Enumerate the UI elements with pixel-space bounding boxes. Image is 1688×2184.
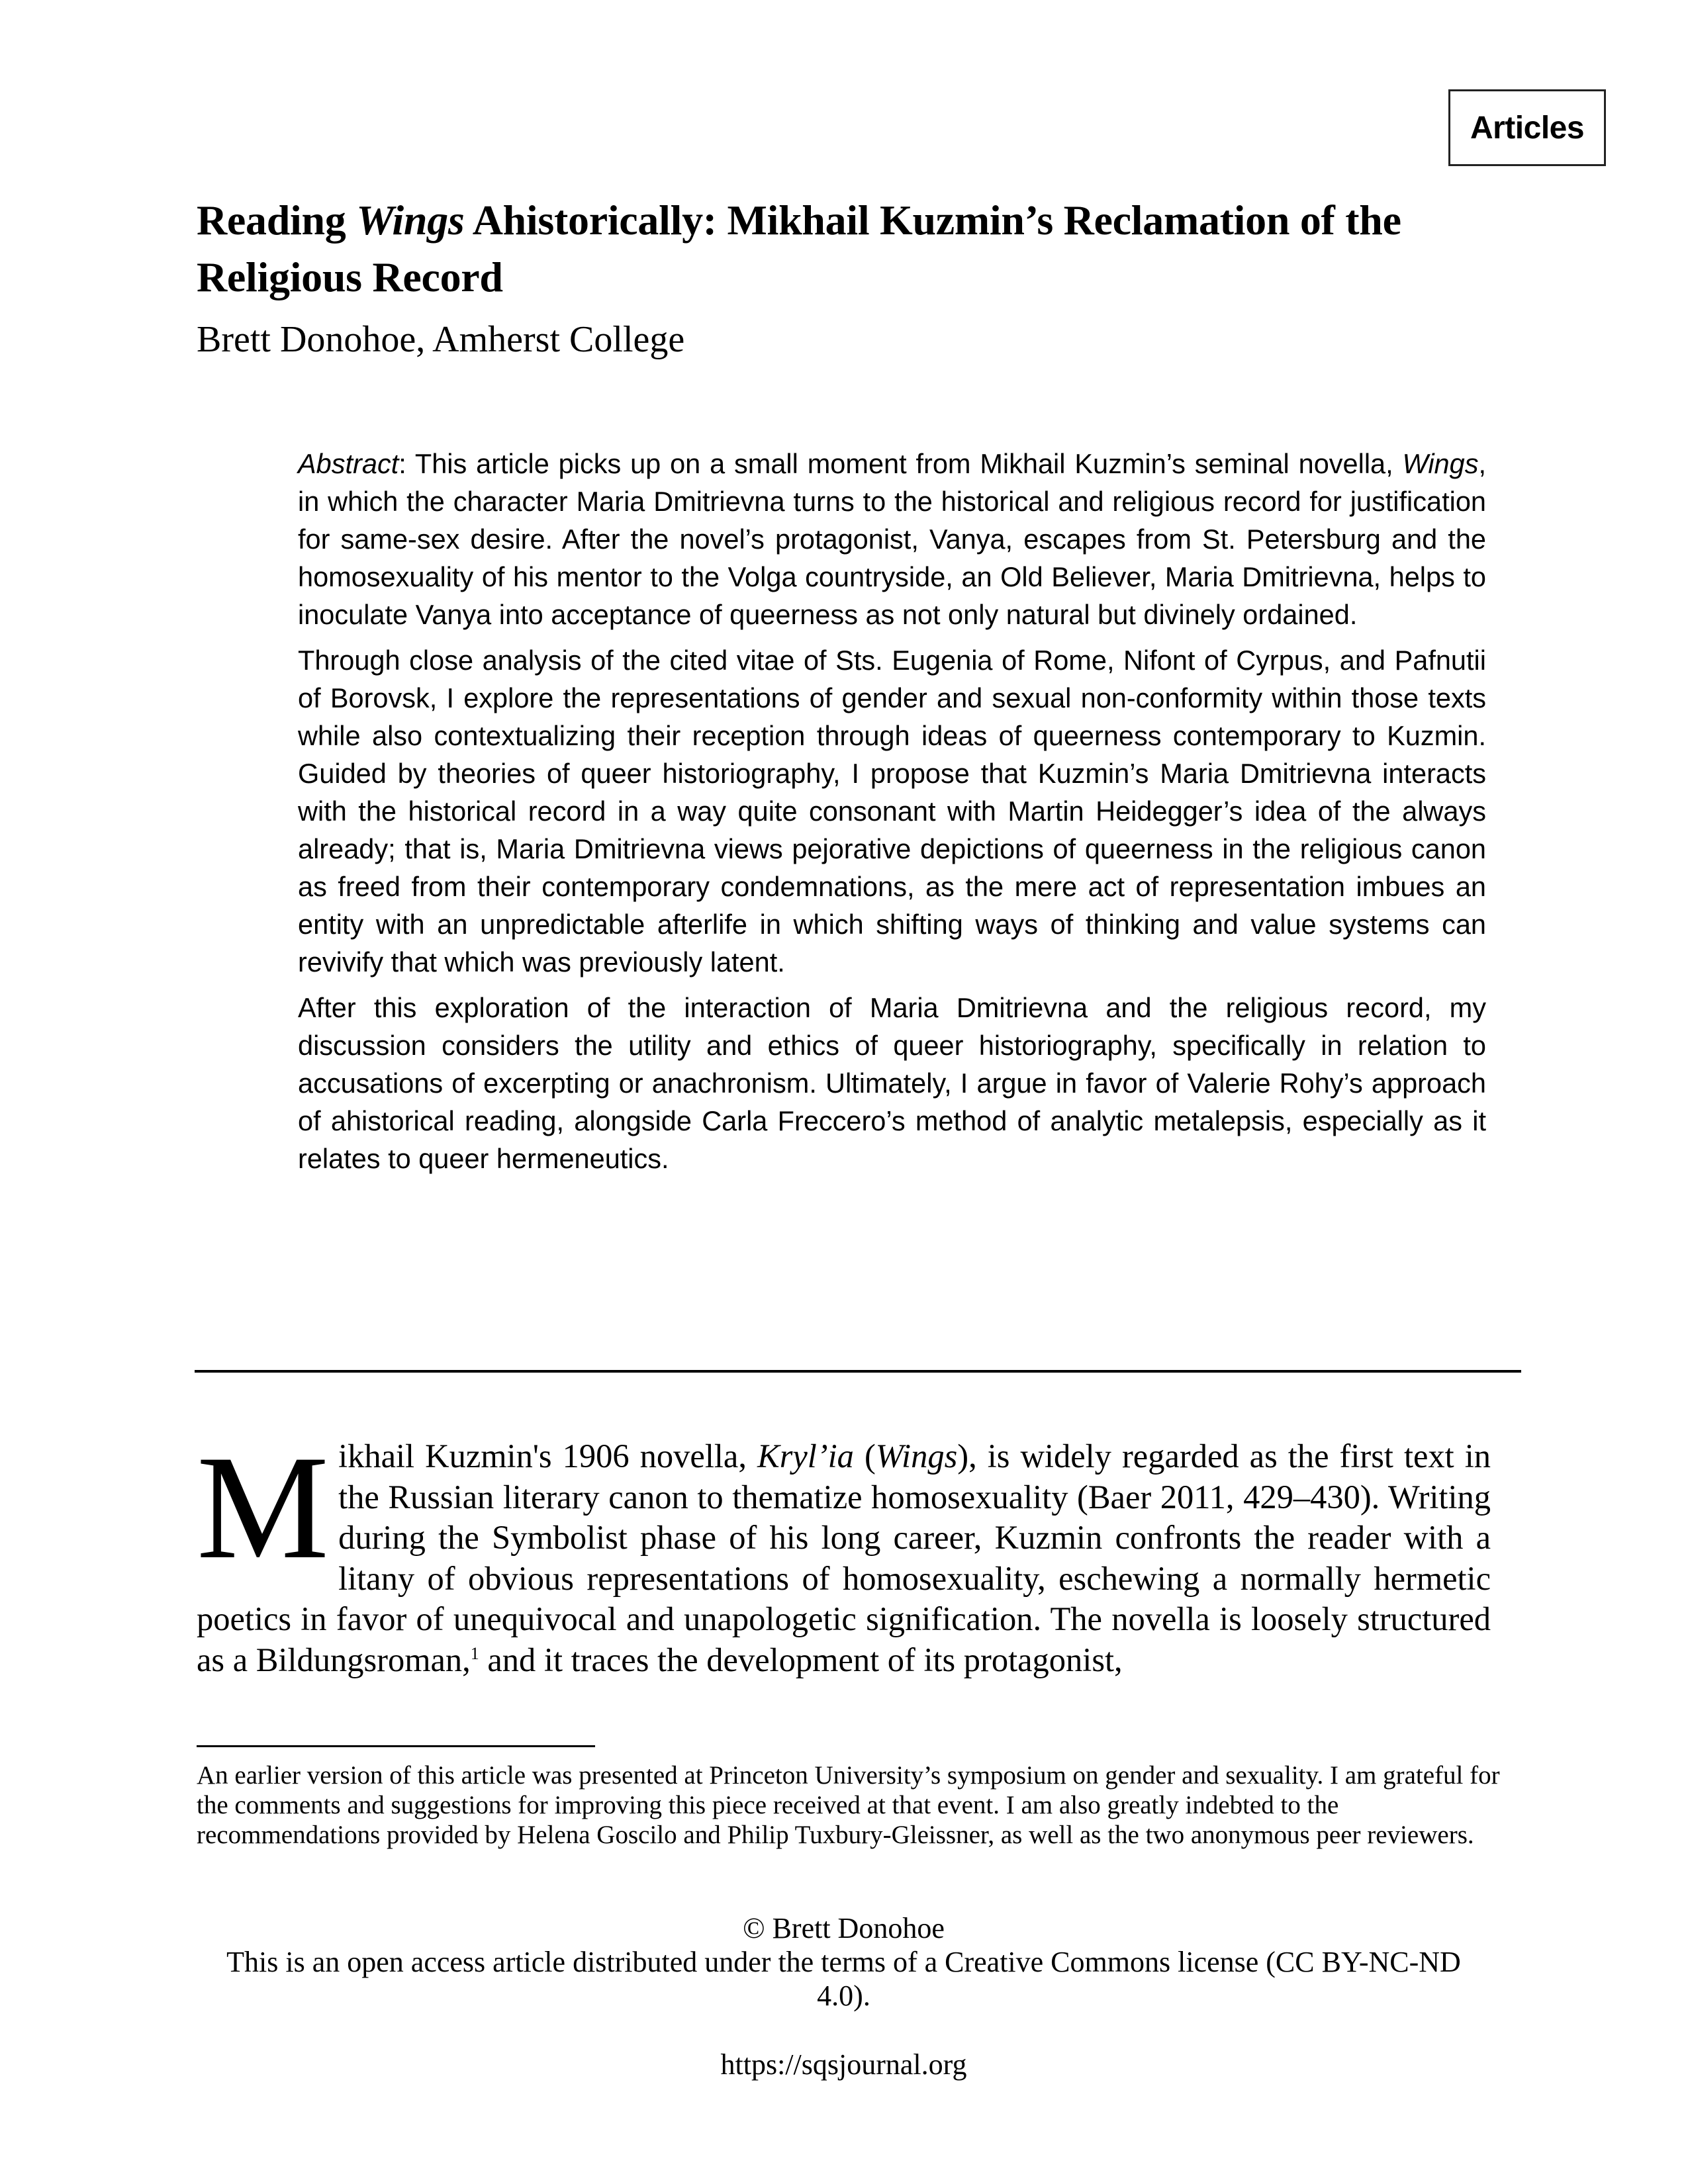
license-statement: This is an open access article distributed under the terms of a Creative Commons license (CC BY-NC-ND 4.0). (226, 1946, 1461, 2012)
journal-url-link[interactable]: https://sqsjournal.org (720, 2048, 967, 2081)
section-label: Articles (1470, 110, 1585, 146)
article-title (197, 192, 1521, 306)
abstract-label: Abstract (298, 448, 399, 479)
abstract-p1-italic: Wings (1402, 448, 1479, 479)
copyright-line: © Brett Donohoe (743, 1912, 945, 1944)
drop-cap: M (197, 1424, 330, 1590)
abstract-p1-lead: : This article picks up on a small moment from Mikhail Kuzmin’s seminal novella, (399, 448, 1403, 479)
abstract-p1-rest: , in which the character Maria Dmitrievna turns to the historical and religious record for justification for same-sex desire. After the novel’s protagonist, Vanya, escapes from St. Petersburg and the homosexuality of his mentor to the Volga countryside, an Old Believer, Maria Dmitrievna, helps to inoculate Vanya into acceptance of queerness as not only natural but divinely ordained. (298, 448, 1486, 630)
section-badge (1448, 89, 1606, 166)
body-italic-krylia: Kryl’ia (757, 1437, 854, 1475)
abstract-paragraph-3: After this exploration of the interaction of Maria Dmitrievna and the religious record, my discussion considers the utility and ethics of queer historiography, specifically in relation to accusations of excerpting or anachronism. Ultimately, I argue in favor of Valerie Rohy’s approach of ahistorical reading, alongside Carla Freccero’s method of analytic metalepsis, especially as it relates to queer hermeneutics. (298, 992, 1486, 1174)
body-seg-3: ( (853, 1437, 876, 1475)
title-italic-wings: Wings (356, 197, 465, 244)
license-block (197, 1911, 1491, 2013)
body-seg-1: ikhail Kuzmin's 1906 novella, (338, 1437, 758, 1475)
footnote-text: An earlier version of this article was presented at Princeton University’s symposium on gender and sexuality. I am grateful for the comments and suggestions for improving this piece received at that event. I am also greatly indebted to the recommendations provided by Helena Goscilo and Philip Tuxbury-Gleissner, as well as the two anonymous peer reviewers. (197, 1761, 1500, 1849)
body-italic-wings: Wings (875, 1437, 958, 1475)
section-divider (195, 1370, 1521, 1373)
title-part-2: Ahistorically: Mikhail Kuzmin’s Reclamation of the Religious Record (197, 197, 1401, 300)
author-affiliation: Brett Donohoe, Amherst College (197, 319, 685, 360)
abstract (298, 445, 1486, 1185)
footnote (197, 1760, 1507, 1850)
abstract-paragraph-2: Through close analysis of the cited vitae of Sts. Eugenia of Rome, Nifont of Cyrpus, and Pafnutii of Borovsk, I explore the representations of gender and sexual non-conformity within those texts while also contextualizing their reception through ideas of queerness contemporary to Kuzmin. Guided by theories of queer historiography, I propose that Kuzmin’s Maria Dmitrievna interacts with the historical record in a way quite consonant with Martin Heidegger’s idea of the always already; that is, Maria Dmitrievna views pejorative depictions of queerness in the religious canon as freed from their contemporary condemnations, as the mere act of representation imbues an entity with an unpredictable afterlife in which shifting ways of thinking and value systems can revivify that which was previously latent. (298, 645, 1486, 978)
title-part-1: Reading (197, 197, 357, 244)
body-seg-6: and it traces the development of its protagonist, (479, 1641, 1123, 1678)
body-seg-5: ), is widely regarded as the first text in the Russian literary canon to thematize homosexuality (Baer 2011, 429–430). Writing during the Symbolist phase of his long career, Kuzmin confronts the reader with a litany of obvious representations of homosexuality, eschewing a normally hermetic poetics in favor of unequivocal and unapologetic signification. The novella is loosely structured as a Bildungsroman, (197, 1437, 1491, 1678)
footnote-divider (197, 1745, 595, 1747)
footnote-reference[interactable]: 1 (470, 1643, 479, 1663)
abstract-paragraph-1 (298, 445, 1486, 633)
body-text (197, 1424, 1491, 1680)
body-paragraph-1 (197, 1424, 1491, 1680)
